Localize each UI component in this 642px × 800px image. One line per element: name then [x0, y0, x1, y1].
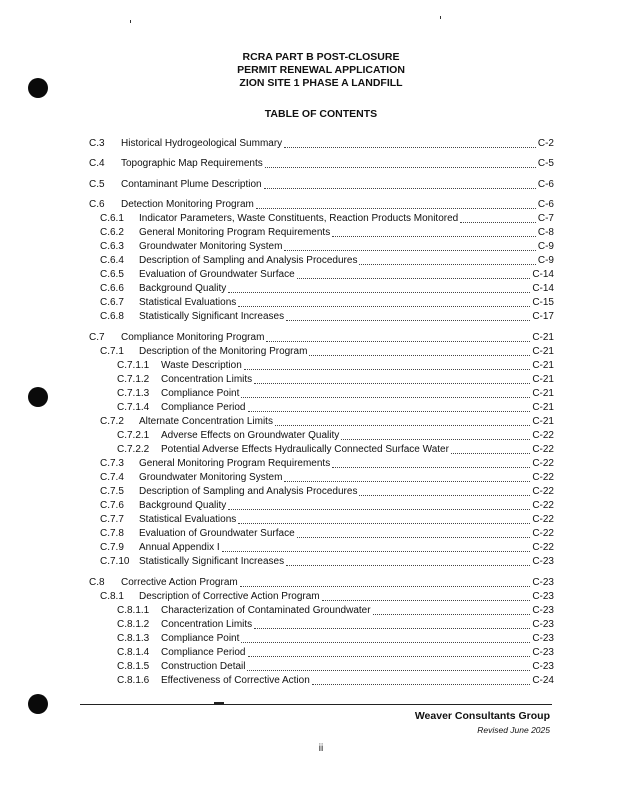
toc-entry-number: C.7.2.1 — [117, 430, 150, 441]
scan-speck — [440, 16, 441, 19]
footer-company: Weaver Consultants Group — [414, 710, 550, 722]
toc-entry-number: C.6.6 — [100, 283, 124, 294]
toc-entry-page: C-17 — [532, 311, 554, 322]
toc-entry[interactable] — [100, 485, 554, 499]
toc-dot-leader — [309, 345, 530, 356]
toc-entry[interactable] — [100, 590, 554, 604]
toc-entry-title: Historical Hydrogeological Summary — [121, 138, 283, 149]
toc-entry-number: C.6.1 — [100, 213, 124, 224]
toc-dot-leader — [241, 632, 530, 643]
toc-dot-leader — [238, 513, 530, 524]
toc-dot-leader — [222, 541, 531, 552]
toc-entry-title: Evaluation of Groundwater Surface — [139, 528, 295, 539]
toc-entry-page: C-23 — [532, 577, 554, 588]
toc-entry-title: Groundwater Monitoring System — [139, 241, 283, 252]
toc-entry[interactable] — [100, 345, 554, 359]
toc-entry-title: General Monitoring Program Requirements — [139, 227, 331, 238]
toc-entry-number: C.7.2.2 — [117, 444, 150, 455]
toc-dot-leader — [247, 660, 530, 671]
toc-entry-page: C-6 — [537, 199, 554, 210]
toc-entry-number: C.6 — [89, 199, 105, 210]
toc-entry[interactable] — [100, 226, 554, 240]
footer-rule-mark — [214, 702, 224, 704]
toc-entry-number: C.7.1.4 — [117, 402, 150, 413]
toc-dot-leader — [228, 499, 530, 510]
toc-entry-page: C-21 — [532, 374, 554, 385]
toc-entry-title: General Monitoring Program Requirements — [139, 458, 331, 469]
toc-entry-title: Construction Detail — [161, 661, 246, 672]
toc-entry-number: C.7.4 — [100, 472, 124, 483]
toc-entry[interactable] — [100, 254, 554, 268]
toc-entry-title: Description of the Monitoring Program — [139, 346, 308, 357]
toc-entry[interactable] — [100, 513, 554, 527]
toc-entry-title: Waste Description — [161, 360, 242, 371]
toc-entry-page: C-15 — [532, 297, 554, 308]
toc-dot-leader — [241, 387, 530, 398]
toc-entry-number: C.8.1.2 — [117, 619, 150, 630]
toc-entry-number: C.6.2 — [100, 227, 124, 238]
toc-entry-title: Groundwater Monitoring System — [139, 472, 283, 483]
toc-entry-title: Background Quality — [139, 500, 227, 511]
toc-dot-leader — [284, 240, 535, 251]
toc-dot-leader — [254, 618, 530, 629]
toc-dot-leader — [286, 555, 530, 566]
toc-entry-title: Compliance Point — [161, 388, 240, 399]
toc-entry[interactable] — [100, 282, 554, 296]
toc-entry-title: Background Quality — [139, 283, 227, 294]
toc-entry-page: C-23 — [532, 591, 554, 602]
toc-entry-number: C.7.1.3 — [117, 388, 150, 399]
toc-entry-number: C.6.3 — [100, 241, 124, 252]
toc-entry[interactable] — [89, 198, 554, 212]
toc-entry-page: C-22 — [532, 542, 554, 553]
toc-entry-page: C-23 — [532, 661, 554, 672]
toc-entry-page: C-22 — [532, 514, 554, 525]
toc-entry-page: C-8 — [537, 227, 554, 238]
toc-dot-leader — [244, 359, 531, 370]
toc-entry[interactable] — [100, 457, 554, 471]
toc-entry-page: C-5 — [537, 158, 554, 169]
toc-entry-number: C.7.1.1 — [117, 360, 150, 371]
toc-entry[interactable] — [117, 674, 554, 688]
toc-dot-leader — [359, 254, 535, 265]
toc-entry-number: C.8 — [89, 577, 105, 588]
toc-entry[interactable] — [89, 137, 554, 151]
toc-entry-page: C-22 — [532, 430, 554, 441]
toc-entry-number: C.7.6 — [100, 500, 124, 511]
toc-entry[interactable] — [117, 604, 554, 618]
toc-entry[interactable] — [117, 618, 554, 632]
toc-entry-page: C-22 — [532, 500, 554, 511]
toc-entry-page: C-9 — [537, 241, 554, 252]
toc-entry-title: Compliance Period — [161, 402, 246, 413]
toc-entry[interactable] — [100, 310, 554, 324]
toc-entry-page: C-22 — [532, 486, 554, 497]
toc-entry-page: C-14 — [532, 283, 554, 294]
toc-entry[interactable] — [100, 527, 554, 541]
toc-entry-title: Description of Sampling and Analysis Procedures — [139, 255, 358, 266]
toc-entry[interactable] — [117, 660, 554, 674]
toc-entry-page: C-21 — [532, 402, 554, 413]
header-line-2: PERMIT RENEWAL APPLICATION — [237, 64, 405, 76]
toc-entry-page: C-7 — [537, 213, 554, 224]
toc-entry[interactable] — [89, 178, 554, 192]
toc-entry-page: C-6 — [537, 179, 554, 190]
toc-entry[interactable] — [117, 387, 554, 401]
toc-entry-number: C.8.1.3 — [117, 633, 150, 644]
toc-entry[interactable] — [100, 296, 554, 310]
toc-entry-number: C.7.3 — [100, 458, 124, 469]
toc-entry[interactable] — [100, 541, 554, 555]
footer-revised-date: Revised June 2025 — [477, 725, 550, 735]
scan-speck — [130, 20, 131, 23]
toc-entry-title: Compliance Point — [161, 633, 240, 644]
toc-entry-page: C-22 — [532, 472, 554, 483]
toc-entry-title: Statistically Significant Increases — [139, 311, 285, 322]
toc-entry-title: Statistical Evaluations — [139, 514, 237, 525]
page-number: ii — [318, 743, 324, 754]
toc-entry-number: C.7.7 — [100, 514, 124, 525]
toc-dot-leader — [460, 212, 536, 223]
toc-entry-number: C.7.1 — [100, 346, 124, 357]
binder-hole-bottom — [28, 694, 48, 714]
toc-entry[interactable] — [117, 632, 554, 646]
toc-entry-number: C.7.9 — [100, 542, 124, 553]
toc-entry-title: Detection Monitoring Program — [121, 199, 254, 210]
toc-entry-title: Effectiveness of Corrective Action — [161, 675, 310, 686]
toc-entry[interactable] — [117, 401, 554, 415]
toc-entry-number: C.4 — [89, 158, 105, 169]
toc-entry-title: Concentration Limits — [161, 374, 253, 385]
toc-entry-page: C-21 — [532, 346, 554, 357]
toc-entry[interactable] — [100, 555, 554, 569]
toc-entry-title: Indicator Parameters, Waste Constituents, Reaction Products Monitored — [139, 213, 459, 224]
toc-entry-title: Annual Appendix I — [139, 542, 220, 553]
toc-entry[interactable] — [117, 443, 554, 457]
toc-entry-number: C.5 — [89, 179, 105, 190]
toc-entry-number: C.8.1.4 — [117, 647, 150, 658]
toc-dot-leader — [332, 457, 530, 468]
toc-entry-page: C-22 — [532, 458, 554, 469]
toc-dot-leader — [248, 401, 531, 412]
toc-entry-number: C.7.8 — [100, 528, 124, 539]
toc-entry-page: C-21 — [532, 360, 554, 371]
toc-entry-page: C-21 — [532, 332, 554, 343]
toc-entry-number: C.7 — [89, 332, 105, 343]
toc-dot-leader — [284, 471, 530, 482]
toc-entry-title: Corrective Action Program — [121, 577, 238, 588]
toc-entry[interactable] — [89, 331, 554, 345]
toc-dot-leader — [254, 373, 530, 384]
toc-entry[interactable] — [100, 268, 554, 282]
toc-dot-leader — [286, 310, 530, 321]
toc-entry-title: Potential Adverse Effects Hydraulically Connected Surface Water — [161, 444, 449, 455]
toc-entry-title: Topographic Map Requirements — [121, 158, 263, 169]
toc-entry-page: C-2 — [537, 138, 554, 149]
toc-entry-number: C.7.5 — [100, 486, 124, 497]
toc-entry-page: C-23 — [532, 633, 554, 644]
toc-entry-number: C.7.10 — [100, 556, 130, 567]
toc-dot-leader — [284, 137, 536, 148]
toc-entry-title: Compliance Monitoring Program — [121, 332, 265, 343]
toc-dot-leader — [248, 646, 531, 657]
toc-dot-leader — [266, 331, 530, 342]
toc-entry-number: C.6.8 — [100, 311, 124, 322]
toc-entry-page: C-14 — [532, 269, 554, 280]
toc-entry-number: C.3 — [89, 138, 105, 149]
toc-dot-leader — [341, 429, 530, 440]
toc-dot-leader — [332, 226, 536, 237]
toc-entry-page: C-23 — [532, 556, 554, 567]
toc-entry-number: C.8.1.1 — [117, 605, 150, 616]
toc-entry-page: C-21 — [532, 416, 554, 427]
toc-entry-title: Contaminant Plume Description — [121, 179, 262, 190]
toc-entry-title: Statistical Evaluations — [139, 297, 237, 308]
toc-dot-leader — [240, 576, 531, 587]
toc-entry[interactable] — [100, 415, 554, 429]
toc-entry[interactable] — [100, 240, 554, 254]
toc-title: TABLE OF CONTENTS — [264, 108, 378, 120]
toc-dot-leader — [238, 296, 530, 307]
toc-entry-title: Description of Corrective Action Program — [139, 591, 320, 602]
toc-entry[interactable] — [100, 499, 554, 513]
toc-dot-leader — [265, 157, 536, 168]
toc-entry-number: C.7.1.2 — [117, 374, 150, 385]
binder-hole-middle — [28, 387, 48, 407]
toc-entry-number: C.6.5 — [100, 269, 124, 280]
toc-dot-leader — [297, 268, 531, 279]
toc-entry[interactable] — [89, 157, 554, 171]
toc-dot-leader — [256, 198, 536, 209]
toc-entry-number: C.7.2 — [100, 416, 124, 427]
toc-dot-leader — [322, 590, 531, 601]
toc-entry-page: C-23 — [532, 647, 554, 658]
toc-entry[interactable] — [117, 373, 554, 387]
toc-entry-title: Evaluation of Groundwater Surface — [139, 269, 295, 280]
toc-entry-page: C-24 — [532, 675, 554, 686]
toc-entry-page: C-9 — [537, 255, 554, 266]
toc-entry-title: Alternate Concentration Limits — [139, 416, 273, 427]
toc-entry[interactable] — [100, 212, 554, 226]
toc-entry-number: C.8.1.5 — [117, 661, 150, 672]
toc-entry-number: C.6.7 — [100, 297, 124, 308]
toc-entry-title: Concentration Limits — [161, 619, 253, 630]
toc-entry-title: Characterization of Contaminated Groundwater — [161, 605, 371, 616]
toc-dot-leader — [373, 604, 531, 615]
toc-dot-leader — [264, 178, 536, 189]
toc-entry[interactable] — [117, 429, 554, 443]
footer-rule — [80, 704, 552, 705]
toc-entry-number: C.8.1.6 — [117, 675, 150, 686]
toc-entry-page: C-23 — [532, 619, 554, 630]
toc-entry-title: Description of Sampling and Analysis Procedures — [139, 486, 358, 497]
header-line-1: RCRA PART B POST-CLOSURE — [242, 51, 400, 63]
toc-entry[interactable] — [117, 646, 554, 660]
toc-entry-title: Statistically Significant Increases — [139, 556, 285, 567]
toc-dot-leader — [275, 415, 530, 426]
toc-entry-page: C-22 — [532, 444, 554, 455]
toc-entry-page: C-23 — [532, 605, 554, 616]
toc-entry-page: C-21 — [532, 388, 554, 399]
toc-dot-leader — [451, 443, 530, 454]
toc-dot-leader — [297, 527, 531, 538]
document-header — [0, 51, 642, 90]
toc-entry-number: C.6.4 — [100, 255, 124, 266]
toc-entry-title: Compliance Period — [161, 647, 246, 658]
toc-entry-title: Adverse Effects on Groundwater Quality — [161, 430, 340, 441]
toc-dot-leader — [312, 674, 531, 685]
toc-dot-leader — [228, 282, 530, 293]
toc-entry-number: C.8.1 — [100, 591, 124, 602]
toc-entry[interactable] — [89, 576, 554, 590]
header-line-3: ZION SITE 1 PHASE A LANDFILL — [239, 77, 403, 89]
toc-entry[interactable] — [100, 471, 554, 485]
toc-entry[interactable] — [117, 359, 554, 373]
toc-dot-leader — [359, 485, 530, 496]
toc-entry-page: C-22 — [532, 528, 554, 539]
